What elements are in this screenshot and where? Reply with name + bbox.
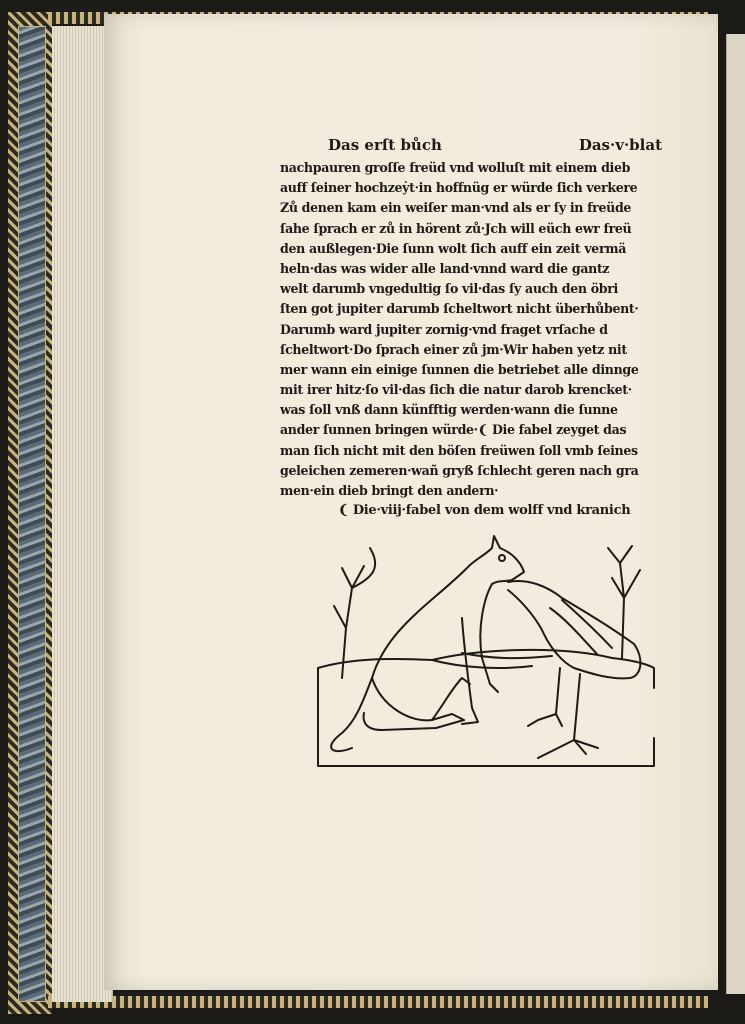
running-head-right: Das·v·blat xyxy=(578,136,662,154)
text-line: heln·das was wider alle land·vnnd ward die gantz xyxy=(280,260,610,276)
text-line: ander ſunnen bringen würde·❨ Die fabel zeyget das xyxy=(280,422,627,438)
text-line: man ſich nicht mit den böſen freüwen ſoll vmb ſeines xyxy=(280,442,638,458)
text-line: was ſoll vnß dann künfftig werden·wann die ſunne xyxy=(280,402,618,418)
text-line: mit irer hitz·ſo vil·das ſich die natur darob krencket· xyxy=(280,382,632,398)
text-line: Zů denen kam ein weiſer man·vnd als er ſy in freüde xyxy=(280,200,632,216)
next-page-edge xyxy=(726,34,745,994)
body-text xyxy=(280,158,692,501)
running-head xyxy=(280,136,692,158)
text-line: mer wann ein einige ſunnen die betriebet alle dinnge xyxy=(280,361,639,377)
running-head-left: Das erſt bůch xyxy=(328,136,442,154)
fable-heading: ❨ Die·viij·fabel von dem wolff vnd kranich xyxy=(338,503,631,519)
text-line: auff ſeiner hochzeẏt·in hoffnüg er würde ſich verkere xyxy=(280,180,638,196)
text-line: Darumb ward jupiter zornig·vnd fraget vrſache d xyxy=(280,321,608,337)
text-block xyxy=(280,136,692,521)
text-line: welt darumb vngedultig ſo vil·das ſy auch den öbri xyxy=(280,281,618,297)
text-line: geleichen zemeren·wañ gryß ſchlecht geren nach gra xyxy=(280,462,639,478)
marbled-endpaper xyxy=(18,26,46,1002)
text-line: men·ein dieb bringt den andern· xyxy=(280,483,499,498)
text-line: nachpauren groſſe freüd vnd wolluſt mit einem dieb xyxy=(280,160,631,175)
book-cover-spine xyxy=(8,12,54,1014)
text-line: den außlegen·Die ſunn wolt ſich auff ein zeit vermä xyxy=(280,240,627,256)
text-line: ſcheltwort·Do ſprach einer zů jm·Wir haben yetz nit xyxy=(280,341,627,357)
text-line: ſten got jupiter darumb ſcheltwort nicht überhůbent· xyxy=(280,301,639,317)
woodcut-wolf-and-crane xyxy=(312,508,662,773)
gilt-border-bottom xyxy=(48,996,708,1008)
text-line: ſahe ſprach er zů in hörent zů·Jch will eüch ewr freü xyxy=(280,220,632,236)
